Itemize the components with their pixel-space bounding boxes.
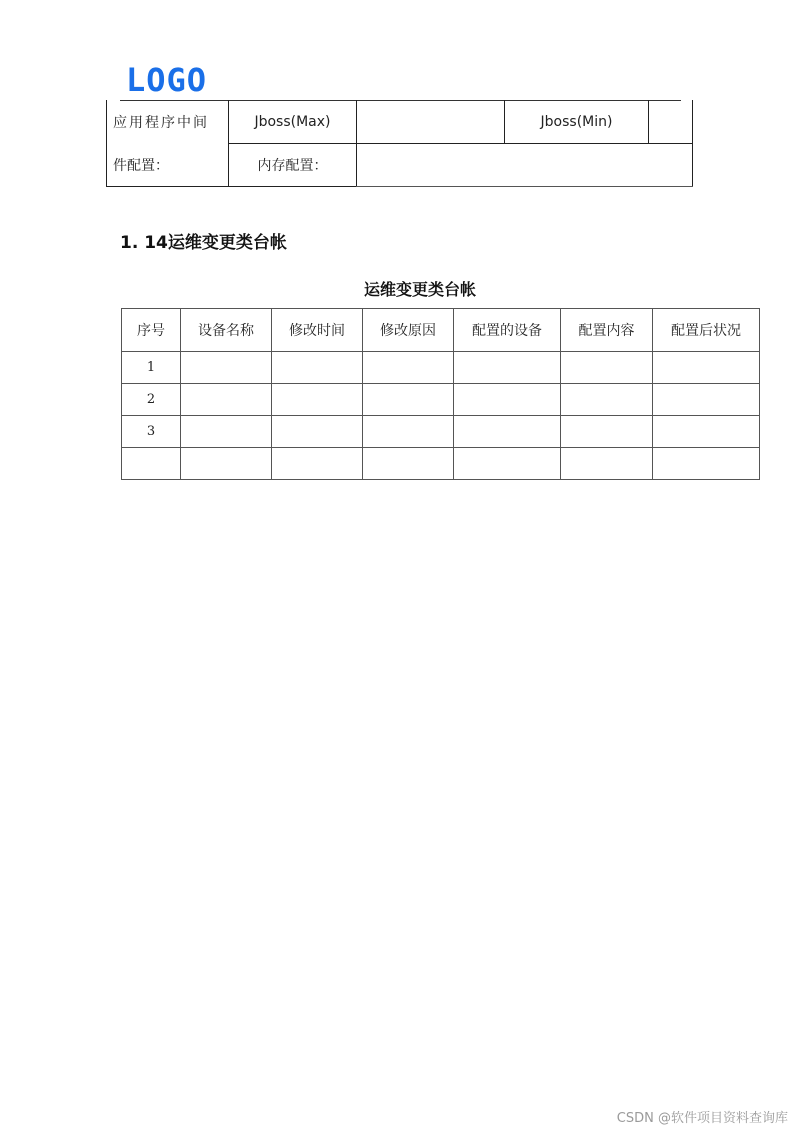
- table-cell[interactable]: [181, 416, 272, 448]
- memory-config-value[interactable]: [357, 144, 692, 186]
- table-cell[interactable]: [454, 384, 561, 416]
- table-cell[interactable]: [454, 416, 561, 448]
- table-row: [122, 384, 760, 416]
- middleware-config-label-line2: 件配置：: [113, 157, 169, 174]
- table-cell[interactable]: [363, 448, 454, 480]
- section-heading: 1. 14运维变更类台帐: [120, 233, 287, 253]
- table-cell[interactable]: [653, 448, 760, 480]
- cell-index: [122, 448, 181, 480]
- table-cell[interactable]: [272, 416, 363, 448]
- table-cell[interactable]: [561, 384, 653, 416]
- config-table-border: [106, 186, 357, 187]
- table-row: [122, 416, 760, 448]
- col-header-configured-device: 配置的设备: [454, 309, 561, 352]
- table-row: [122, 352, 760, 384]
- table-cell[interactable]: [653, 384, 760, 416]
- jboss-min-value[interactable]: [649, 101, 692, 143]
- middleware-config-label: [113, 101, 228, 143]
- config-table-border: [106, 100, 107, 187]
- memory-config-label: 内存配置：: [257, 158, 328, 174]
- table-cell[interactable]: [272, 384, 363, 416]
- middleware-config-label-line1: 应用程序中间: [113, 115, 209, 131]
- table-cell[interactable]: [181, 352, 272, 384]
- table-cell[interactable]: [653, 416, 760, 448]
- col-header-post-config-status: 配置后状况: [653, 309, 760, 352]
- cell-index: 1: [122, 352, 181, 384]
- table-cell[interactable]: [561, 416, 653, 448]
- middleware-config-label-cont: [113, 143, 228, 186]
- table-cell[interactable]: [653, 352, 760, 384]
- table-cell[interactable]: [561, 352, 653, 384]
- col-header-config-content: 配置内容: [561, 309, 653, 352]
- table-cell[interactable]: [363, 416, 454, 448]
- jboss-max-value[interactable]: [357, 101, 504, 143]
- table-cell[interactable]: [363, 384, 454, 416]
- table-cell[interactable]: [272, 448, 363, 480]
- ledger-header-row: [122, 309, 760, 352]
- col-header-device-name: 设备名称: [181, 309, 272, 352]
- cell-index: 3: [122, 416, 181, 448]
- jboss-max-label: Jboss(Max): [254, 114, 331, 130]
- ledger-table: [121, 308, 760, 480]
- table-row: [122, 448, 760, 480]
- config-table-border: [356, 186, 693, 187]
- col-header-modify-time: 修改时间: [272, 309, 363, 352]
- table-cell[interactable]: [181, 448, 272, 480]
- table-cell[interactable]: [272, 352, 363, 384]
- logo: LOGO: [126, 61, 208, 99]
- col-header-index: 序号: [122, 309, 181, 352]
- table-cell[interactable]: [561, 448, 653, 480]
- table-cell[interactable]: [454, 448, 561, 480]
- col-header-modify-reason: 修改原因: [363, 309, 454, 352]
- ledger-title: 运维变更类台帐: [363, 280, 476, 299]
- table-cell[interactable]: [181, 384, 272, 416]
- table-cell[interactable]: [363, 352, 454, 384]
- table-cell[interactable]: [454, 352, 561, 384]
- watermark: CSDN @软件项目资料查询库: [616, 1111, 788, 1126]
- jboss-min-label: Jboss(Min): [540, 114, 613, 130]
- cell-index: 2: [122, 384, 181, 416]
